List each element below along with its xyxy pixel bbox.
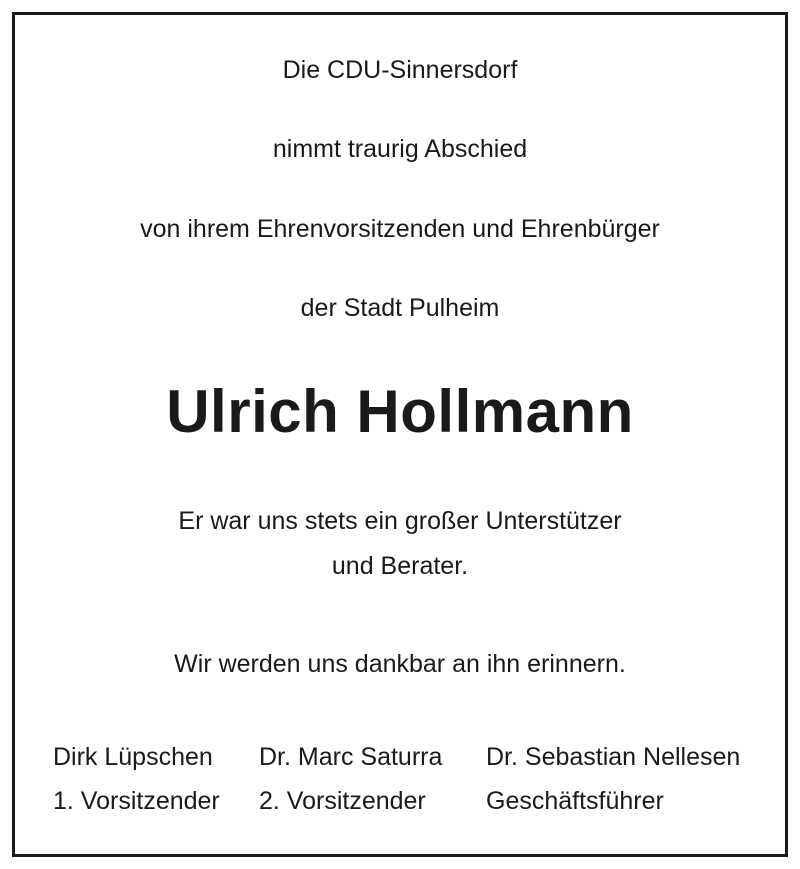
- tribute-line-1: Er war uns stets ein großer Unterstützer: [178, 507, 622, 535]
- signatory-1: [53, 735, 220, 823]
- closing-line: Wir werden uns dankbar an ihn erinnern.: [174, 650, 626, 678]
- signatory-name: Dirk Lüpschen: [53, 743, 213, 771]
- signatory-name: Dr. Marc Saturra: [259, 743, 443, 771]
- signatory-role: Geschäftsführer: [486, 787, 664, 815]
- farewell-line: nimmt traurig Abschied: [272, 135, 528, 163]
- signatory-role: 2. Vorsitzender: [259, 787, 426, 815]
- obituary-frame: [12, 12, 788, 857]
- honorary-title-line: von ihrem Ehrenvorsitzenden und Ehrenbürger: [140, 215, 660, 243]
- organization-line: Die CDU-Sinnersdorf: [282, 56, 518, 84]
- signatory-role: 1. Vorsitzender: [53, 787, 220, 815]
- city-line: der Stadt Pulheim: [300, 294, 500, 322]
- deceased-name: Ulrich Hollmann: [166, 378, 634, 445]
- signatory-name: Dr. Sebastian Nellesen: [486, 743, 741, 771]
- signatory-3: [486, 735, 740, 823]
- signatory-2: [259, 735, 442, 823]
- tribute-line-2: und Berater.: [331, 552, 469, 580]
